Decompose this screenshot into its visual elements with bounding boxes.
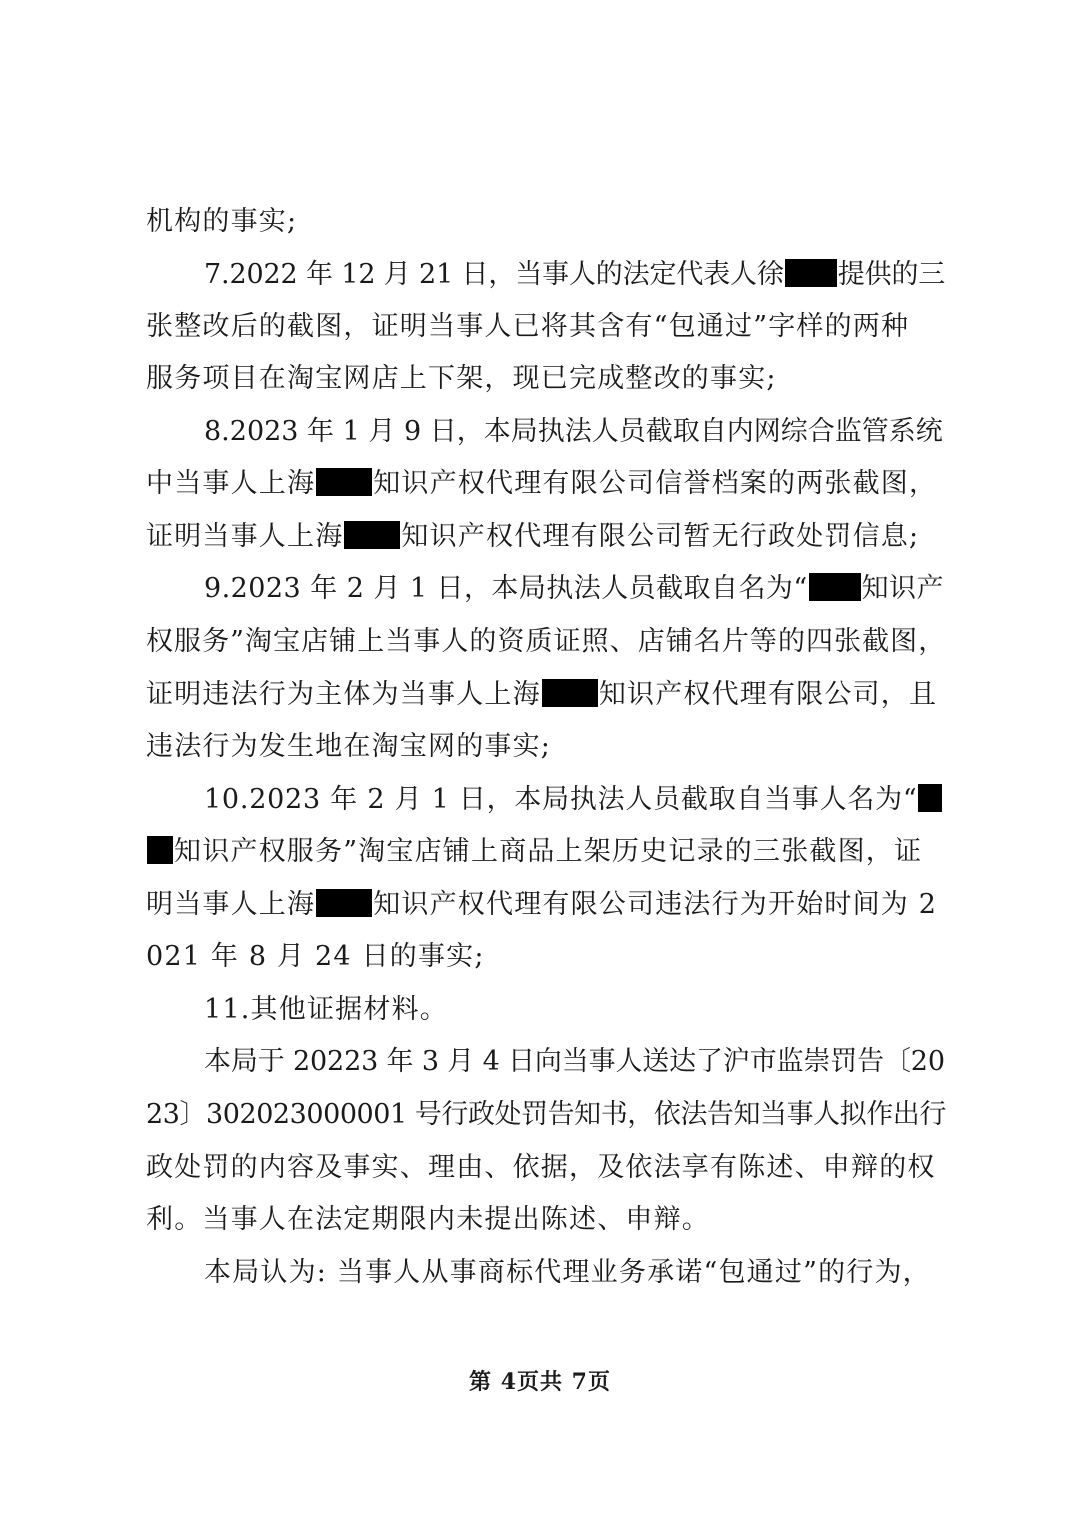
text-line-5 bbox=[204, 412, 943, 452]
line-text: 知识产权服务”淘宝店铺上商品上架历史记录的三张截图，证 bbox=[174, 836, 923, 867]
line-text: 9.2023 年 2 月 1 日，本局执法人员截取自名为“ bbox=[204, 573, 808, 604]
line-text: 本局认为: 当事人从事商标代理业务承诺“包通过”的行为， bbox=[204, 1257, 931, 1288]
line-text: 证明当事人上海 bbox=[146, 521, 344, 552]
text-line-2 bbox=[204, 255, 945, 295]
text-line-19 bbox=[146, 1148, 936, 1188]
text-line-18 bbox=[146, 1095, 946, 1135]
page-number-footer: 第 4页共 7页 bbox=[469, 1369, 611, 1395]
text-line-21 bbox=[204, 1253, 931, 1293]
text-line-12 bbox=[204, 780, 943, 820]
line-text: 本局于 20223 年 3 月 4 日向当事人送达了沪市监崇罚告〔20 bbox=[204, 1046, 945, 1077]
text-line-4 bbox=[146, 359, 777, 399]
text-line-16 bbox=[204, 990, 448, 1030]
line-text: 021 年 8 月 24 日的事实; bbox=[146, 941, 485, 972]
line-text: 政处罚的内容及事实、理由、依据，及依法享有陈述、申辩的权 bbox=[146, 1152, 936, 1183]
line-text: 服务项目在淘宝网店上下架，现已完成整改的事实; bbox=[146, 363, 777, 394]
text-line-8 bbox=[204, 569, 944, 609]
text-line-13 bbox=[146, 832, 922, 872]
line-text: 张整改后的截图，证明当事人已将其含有“包通过”字样的两种 bbox=[146, 311, 910, 342]
redaction-block bbox=[785, 259, 837, 287]
line-text: 利。当事人在法定期限内未提出陈述、申辩。 bbox=[146, 1204, 710, 1235]
text-line-7 bbox=[146, 517, 919, 557]
line-text: 知识产 bbox=[861, 573, 944, 604]
text-line-11 bbox=[146, 727, 551, 767]
text-line-1 bbox=[146, 202, 297, 242]
line-text: 明当事人上海 bbox=[146, 889, 316, 920]
redaction-block bbox=[918, 784, 942, 812]
text-line-3 bbox=[146, 307, 909, 347]
text-line-6 bbox=[146, 464, 937, 504]
line-text: 权服务”淘宝店铺上当事人的资质证照、店铺名片等的四张截图， bbox=[146, 626, 947, 657]
redaction-block bbox=[542, 679, 598, 707]
text-line-17 bbox=[204, 1042, 945, 1082]
line-text: 11.其他证据材料。 bbox=[204, 994, 448, 1025]
text-line-10 bbox=[146, 675, 937, 715]
line-text: 知识产权代理有限公司违法行为开始时间为 2 bbox=[373, 889, 938, 920]
redaction-block bbox=[809, 573, 861, 601]
line-text: 23〕302023000001 号行政处罚告知书，依法告知当事人拟作出行 bbox=[146, 1099, 946, 1130]
line-text: 知识产权代理有限公司暂无行政处罚信息; bbox=[401, 521, 920, 552]
line-text: 知识产权代理有限公司，且 bbox=[598, 679, 938, 710]
text-line-20 bbox=[146, 1200, 710, 1240]
text-line-9 bbox=[146, 622, 946, 662]
line-text: 机构的事实; bbox=[146, 206, 298, 237]
redaction-block bbox=[316, 889, 372, 917]
line-text: 证明违法行为主体为当事人上海 bbox=[146, 679, 541, 710]
line-text: 知识产权代理有限公司信誉档案的两张截图， bbox=[373, 468, 938, 499]
line-text: 8.2023 年 1 月 9 日，本局执法人员截取自内网综合监管系统 bbox=[204, 416, 943, 447]
line-text: 7.2022 年 12 月 21 日，当事人的法定代表人徐 bbox=[204, 259, 784, 290]
line-text: 提供的三 bbox=[837, 259, 946, 290]
line-text: 中当事人上海 bbox=[146, 468, 316, 499]
redaction-block bbox=[344, 521, 400, 549]
text-line-14 bbox=[146, 885, 937, 925]
redaction-block bbox=[147, 836, 173, 864]
line-text: 10.2023 年 2 月 1 日，本局执法人员截取自当事人名为“ bbox=[204, 784, 918, 815]
line-text: 违法行为发生地在淘宝网的事实; bbox=[146, 731, 552, 762]
text-line-15 bbox=[146, 937, 485, 977]
redaction-block bbox=[316, 468, 372, 496]
